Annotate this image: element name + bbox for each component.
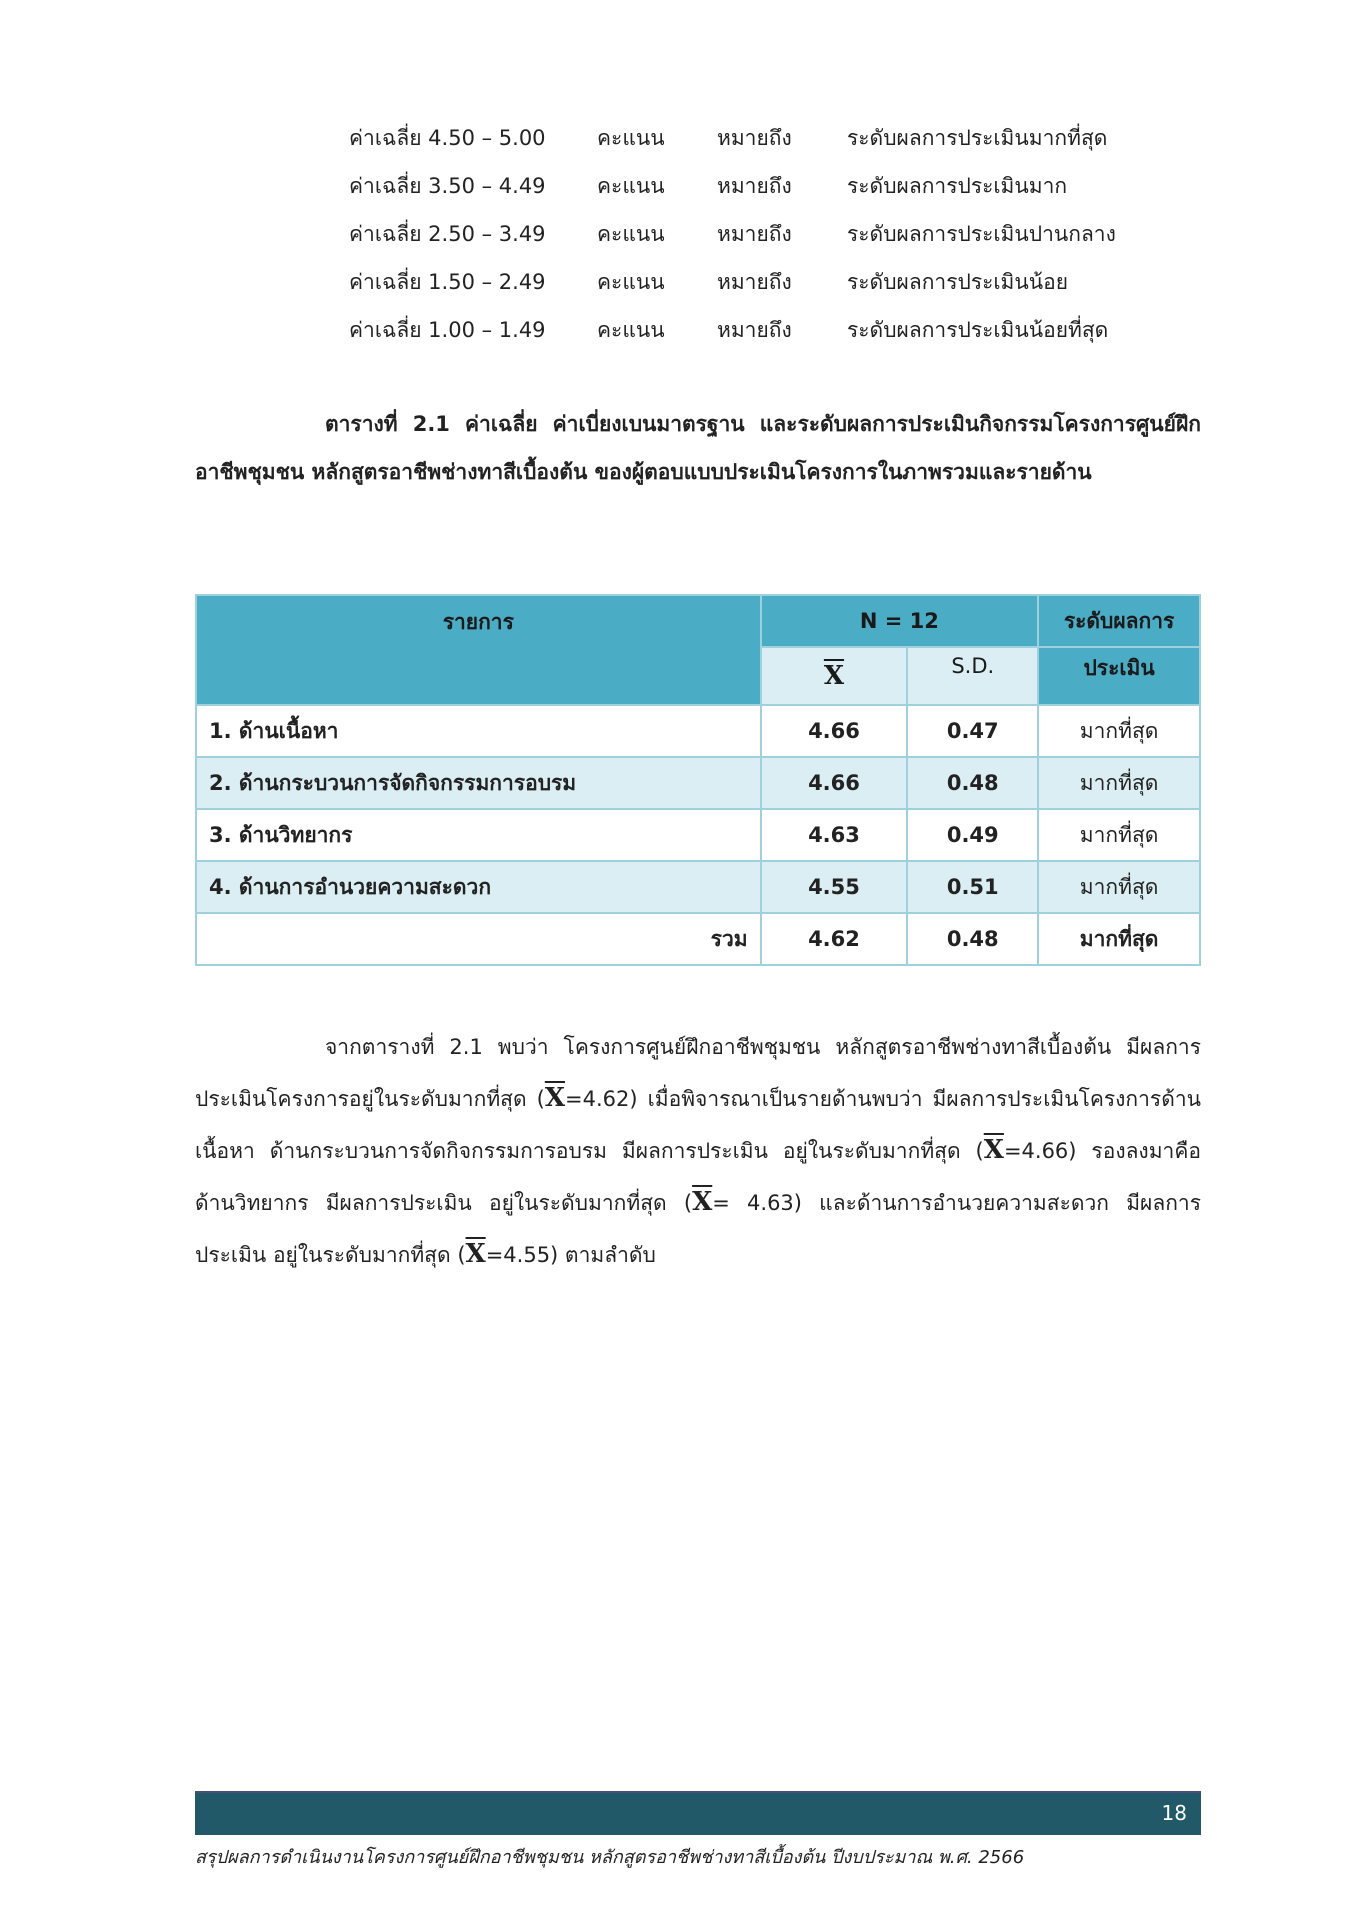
criteria-unit: คะแนน bbox=[597, 270, 665, 294]
total-mean: 4.62 bbox=[761, 913, 908, 965]
header-n: N = 12 bbox=[761, 595, 1039, 647]
criteria-unit: คะแนน bbox=[597, 174, 665, 198]
footer-bar bbox=[195, 1791, 1201, 1835]
criteria-range: ค่าเฉลี่ย 1.50 – 2.49 bbox=[349, 270, 546, 294]
row-level: มากที่สุด bbox=[1038, 705, 1200, 757]
mean-symbol: $\overline{X}$ bbox=[544, 1083, 566, 1113]
mean-symbol: $\overline{X}$ bbox=[465, 1239, 486, 1269]
summary-paragraph bbox=[195, 1022, 1201, 1281]
criteria-range: ค่าเฉลี่ย 1.00 – 1.49 bbox=[349, 318, 546, 342]
row-level: มากที่สุด bbox=[1038, 809, 1200, 861]
criteria-row bbox=[349, 314, 1249, 354]
mean-symbol: $\overline{X}$ bbox=[692, 1187, 713, 1217]
criteria-row bbox=[349, 218, 1249, 258]
criteria-unit: คะแนน bbox=[597, 222, 665, 246]
criteria-row bbox=[349, 122, 1249, 162]
row-sd: 0.48 bbox=[907, 757, 1038, 809]
row-item: 3. ด้านวิทยากร bbox=[196, 809, 761, 861]
criteria-level: ระดับผลการประเมินมาก bbox=[847, 174, 1068, 198]
header-level-1: ระดับผลการ bbox=[1038, 595, 1200, 647]
row-item: 4. ด้านการอำนวยความสะดวก bbox=[196, 861, 761, 913]
mean-symbol: $\overline{X}$ bbox=[823, 661, 845, 691]
row-item: 2. ด้านกระบวนการจัดกิจกรรมการอบรม bbox=[196, 757, 761, 809]
para-text: จากตารางที่ 2.1 พบว่า โครงการศูนย์ฝึกอาชีพชุมชน หลักสูตรอาชีพช่างทาสีเบื้องต้น มีผลการประเมินโครงการอยู่ในระดับมากที่สุด ( bbox=[195, 1035, 1201, 1111]
table-row bbox=[196, 705, 1200, 757]
row-sd: 0.51 bbox=[907, 861, 1038, 913]
caption-text: ตารางที่ 2.1 ค่าเฉลี่ย ค่าเบี่ยงเบนมาตรฐาน และระดับผลการประเมินกิจกรรมโครงการศูนย์ฝึกอาชีพชุมชน หลักสูตรอาชีพช่างทาสีเบื้องต้น ของผู้ตอบแบบประเมินโครงการในภาพรวมและรายด้าน bbox=[195, 412, 1201, 484]
criteria-range: ค่าเฉลี่ย 3.50 – 4.49 bbox=[349, 174, 546, 198]
row-level: มากที่สุด bbox=[1038, 757, 1200, 809]
criteria-means: หมายถึง bbox=[717, 318, 792, 342]
mean-symbol: $\overline{X}$ bbox=[983, 1135, 1004, 1165]
page-number: 18 bbox=[1161, 1801, 1187, 1825]
table-row bbox=[196, 861, 1200, 913]
criteria-level: ระดับผลการประเมินมากที่สุด bbox=[847, 126, 1108, 150]
header-item: รายการ bbox=[196, 595, 761, 705]
total-sd: 0.48 bbox=[907, 913, 1038, 965]
table-row bbox=[196, 757, 1200, 809]
total-row bbox=[196, 913, 1200, 965]
criteria-unit: คะแนน bbox=[597, 126, 665, 150]
criteria-row bbox=[349, 170, 1249, 210]
criteria-level: ระดับผลการประเมินน้อย bbox=[847, 270, 1069, 294]
header-sd: S.D. bbox=[907, 647, 1038, 705]
criteria-row bbox=[349, 266, 1249, 306]
total-level: มากที่สุด bbox=[1038, 913, 1200, 965]
results-table bbox=[195, 594, 1201, 966]
criteria-level: ระดับผลการประเมินปานกลาง bbox=[847, 222, 1116, 246]
row-sd: 0.47 bbox=[907, 705, 1038, 757]
para-text: =4.55) ตามลำดับ bbox=[485, 1243, 656, 1267]
para-text: =4.66) รองลงมาคือ ด้านวิทยากร มีผลการประเมิน อยู่ในระดับมากที่สุด ( bbox=[195, 1139, 1201, 1215]
para-text: = 4.63) และด้านการอำนวยความสะดวก มีผลการประเมิน อยู่ในระดับมากที่สุด ( bbox=[195, 1191, 1202, 1267]
total-label: รวม bbox=[196, 913, 761, 965]
criteria-range: ค่าเฉลี่ย 2.50 – 3.49 bbox=[349, 222, 546, 246]
criteria-range: ค่าเฉลี่ย 4.50 – 5.00 bbox=[349, 126, 546, 150]
criteria-means: หมายถึง bbox=[717, 174, 792, 198]
table-row bbox=[196, 809, 1200, 861]
header-level-2: ประเมิน bbox=[1038, 647, 1200, 705]
row-item: 1. ด้านเนื้อหา bbox=[196, 705, 761, 757]
criteria-level: ระดับผลการประเมินน้อยที่สุด bbox=[847, 318, 1109, 342]
row-level: มากที่สุด bbox=[1038, 861, 1200, 913]
para-text: =4.62) เมื่อพิจารณาเป็นรายด้านพบว่า มีผลการประเมินโครงการด้านเนื้อหา ด้านกระบวนการจัดกิจกรรมการอบรม มีผลการประเมิน อยู่ในระดับมากที่สุด ( bbox=[195, 1087, 1201, 1163]
criteria-means: หมายถึง bbox=[717, 126, 792, 150]
row-sd: 0.49 bbox=[907, 809, 1038, 861]
table-caption bbox=[195, 400, 1201, 496]
criteria-means: หมายถึง bbox=[717, 222, 792, 246]
row-mean: 4.55 bbox=[761, 861, 908, 913]
criteria-means: หมายถึง bbox=[717, 270, 792, 294]
footer-text: สรุปผลการดำเนินงานโครงการศูนย์ฝึกอาชีพชุมชน หลักสูตรอาชีพช่างทาสีเบื้องต้น ปีงบประมาณ พ.ศ. 2566 bbox=[195, 1847, 1025, 1868]
row-mean: 4.66 bbox=[761, 757, 908, 809]
header-mean bbox=[761, 647, 908, 705]
criteria-unit: คะแนน bbox=[597, 318, 665, 342]
row-mean: 4.66 bbox=[761, 705, 908, 757]
row-mean: 4.63 bbox=[761, 809, 908, 861]
